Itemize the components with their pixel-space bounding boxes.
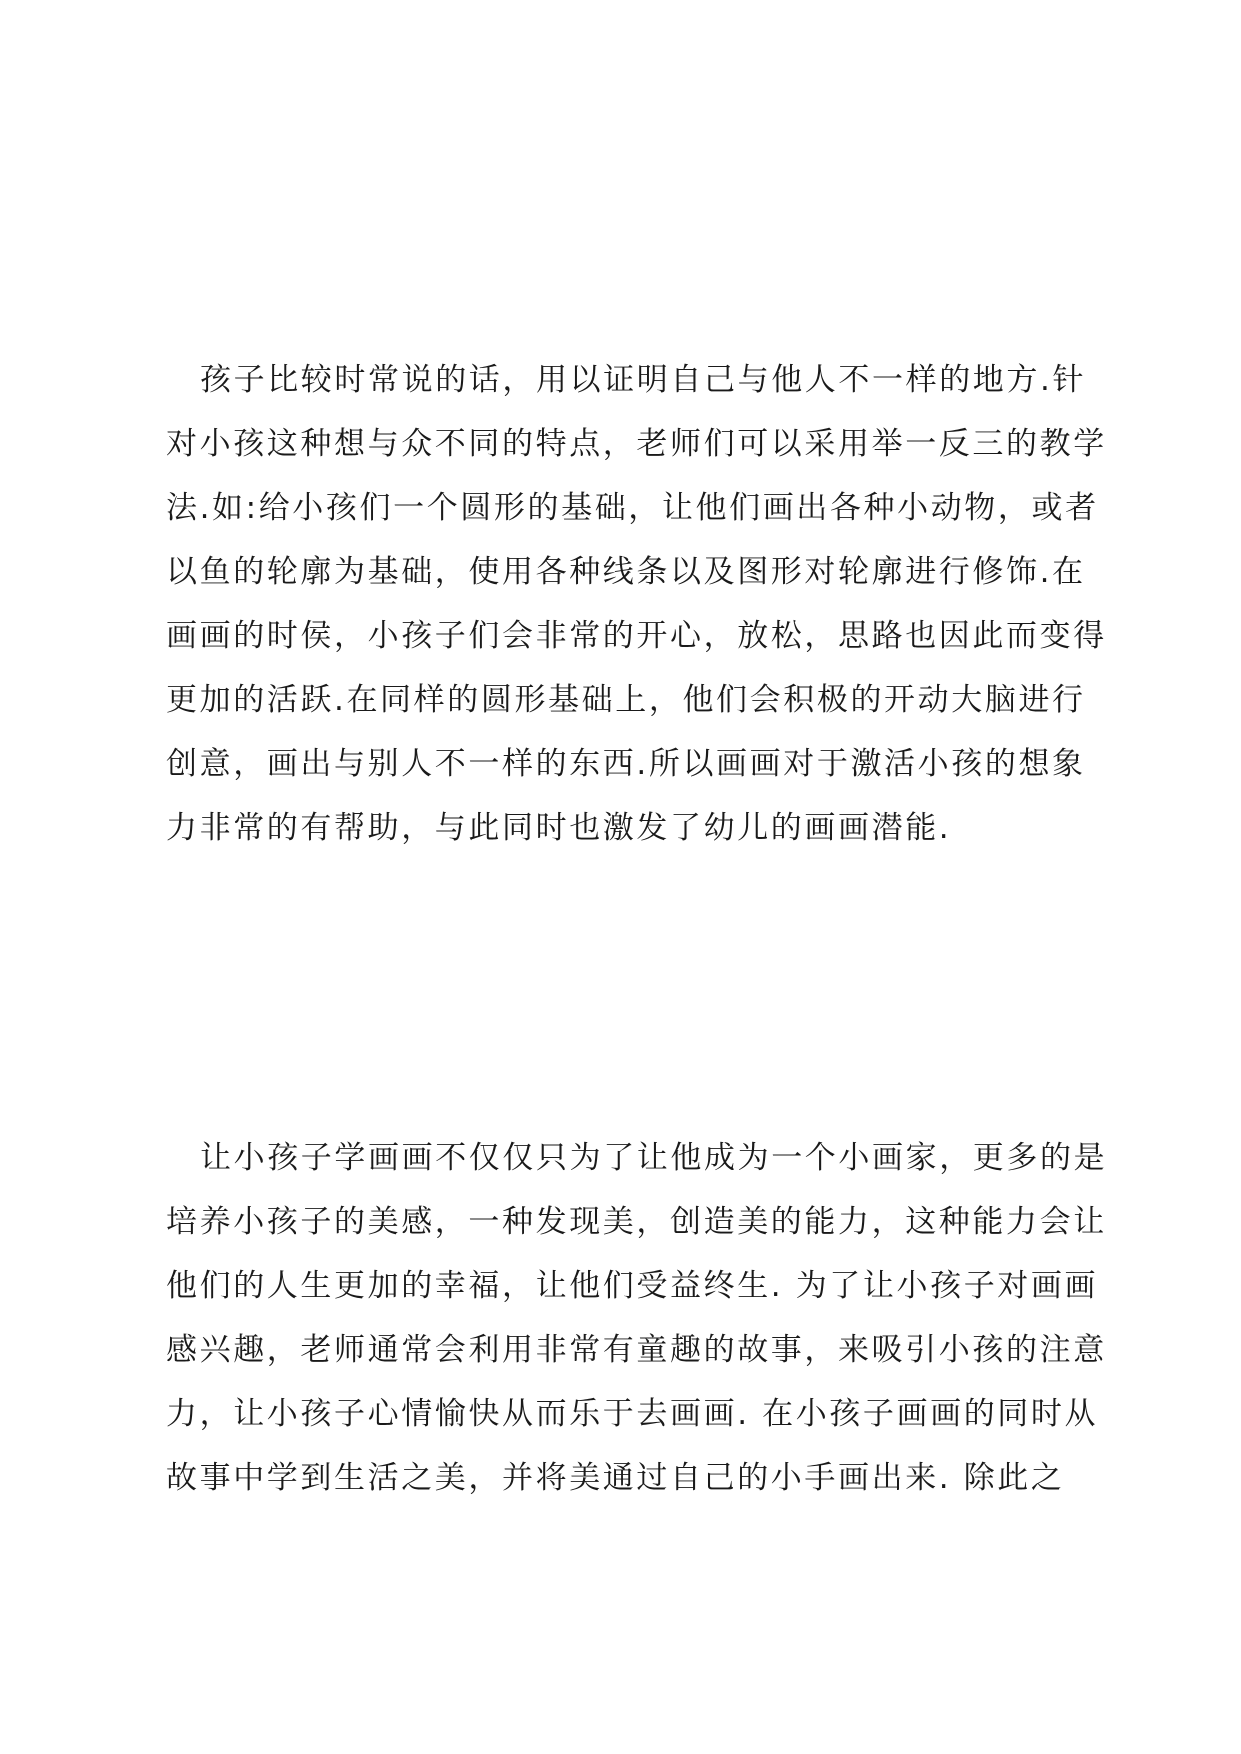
text-line: 法.如:给小孩们一个圆形的基础，让他们画出各种小动物，或者 [166, 490, 1099, 526]
text-line: 孩子比较时常说的话，用以证明自己与他人不一样的地方.针 [200, 362, 1087, 398]
text-line: 画画的时侯，小孩子们会非常的开心，放松，思路也因此而变得 [166, 618, 1107, 654]
text-line: 感兴趣，老师通常会利用非常有童趣的故事，来吸引小孩的注意 [166, 1332, 1107, 1368]
text-line: 培养小孩子的美感，一种发现美，创造美的能力，这种能力会让 [166, 1204, 1107, 1240]
text-line: 他们的人生更加的幸福，让他们受益终生. 为了让小孩子对画画 [166, 1268, 1099, 1304]
text-line: 力，让小孩子心情愉快从而乐于去画画. 在小孩子画画的同时从 [166, 1396, 1099, 1432]
text-line: 对小孩这种想与众不同的特点，老师们可以采用举一反三的教学 [166, 426, 1107, 462]
paragraph-drawing-imagination [166, 348, 1107, 860]
text-line: 以鱼的轮廓为基础，使用各种线条以及图形对轮廓进行修饰.在 [166, 554, 1086, 590]
text-line: 力非常的有帮助，与此同时也激发了幼儿的画画潜能. [166, 810, 952, 846]
text-line: 创意，画出与别人不一样的东西.所以画画对于激活小孩的想象 [166, 746, 1086, 782]
text-line: 更加的活跃.在同样的圆形基础上，他们会积极的开动大脑进行 [166, 682, 1086, 718]
text-line: 故事中学到生活之美，并将美通过自己的小手画出来. 除此之 [166, 1460, 1065, 1496]
paragraph-aesthetic-sense [166, 1126, 1108, 1510]
text-line: 让小孩子学画画不仅仅只为了让他成为一个小画家，更多的是 [200, 1140, 1108, 1176]
